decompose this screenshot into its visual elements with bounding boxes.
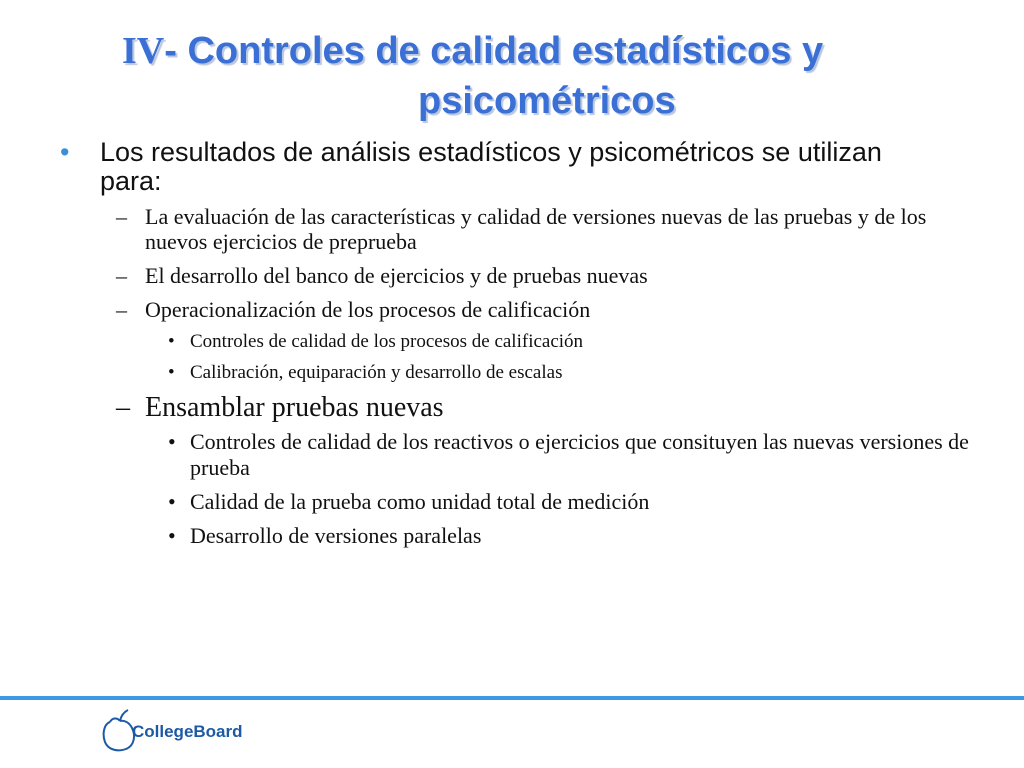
title-line-2: psicométricos	[418, 80, 676, 122]
sub-item-operacionalizacion	[0, 297, 945, 322]
subsub-item-text: Desarrollo de versiones paralelas	[190, 523, 482, 548]
sub-item-text: Operacionalización de los procesos de calificación	[145, 297, 591, 322]
dash-icon: –	[116, 392, 130, 423]
subsub-item-controles-reactivos	[0, 429, 970, 481]
logo-text: CollegeBoard	[132, 722, 243, 741]
main-bullet	[0, 138, 940, 196]
footer-divider	[0, 696, 1024, 700]
title-line-1-text: - Controles de calidad estadísticos y	[164, 30, 824, 72]
sub-item-text: Ensamblar pruebas nuevas	[145, 392, 444, 423]
collegeboard-logo	[100, 706, 300, 754]
small-bullet-icon: •	[168, 429, 176, 454]
small-bullet-icon: •	[168, 523, 176, 548]
subsub-item-calidad-prueba	[0, 489, 970, 515]
subsub-item-text: Controles de calidad de los reactivos o ejercicios que consituyen las nuevas versiones de prueba	[190, 429, 969, 480]
title-numeral: IV	[122, 30, 165, 72]
sub-item-evaluacion	[0, 204, 945, 254]
sub-item-desarrollo	[0, 263, 945, 288]
small-bullet-icon: •	[168, 331, 175, 352]
dash-icon: –	[116, 263, 127, 288]
dash-icon: –	[116, 204, 127, 229]
small-bullet-icon: •	[168, 489, 176, 514]
title-line-1	[60, 26, 960, 76]
bullet-dot-icon: •	[60, 137, 70, 167]
slide-title	[60, 26, 960, 126]
small-bullet-icon: •	[168, 362, 175, 383]
subsub-item-text: Controles de calidad de los procesos de calificación	[190, 331, 584, 352]
subsub-item-text: Calibración, equiparación y desarrollo de escalas	[190, 362, 563, 383]
subsub-item-calibracion	[0, 362, 970, 384]
main-bullet-text: Los resultados de análisis estadísticos y psicométricos se utilizan para:	[100, 137, 882, 196]
dash-icon: –	[116, 297, 127, 322]
sub-item-ensamblar	[0, 393, 945, 423]
subsub-item-versiones-paralelas	[0, 523, 970, 549]
subsub-item-controles-calificacion	[0, 331, 970, 353]
sub-item-text: El desarrollo del banco de ejercicios y de pruebas nuevas	[145, 263, 648, 288]
bullet-list	[0, 138, 1024, 557]
sub-item-text: La evaluación de las características y calidad de versiones nuevas de las pruebas y de los nuevos ejercicios de preprueba	[145, 204, 927, 254]
subsub-item-text: Calidad de la prueba como unidad total de medición	[190, 489, 650, 514]
